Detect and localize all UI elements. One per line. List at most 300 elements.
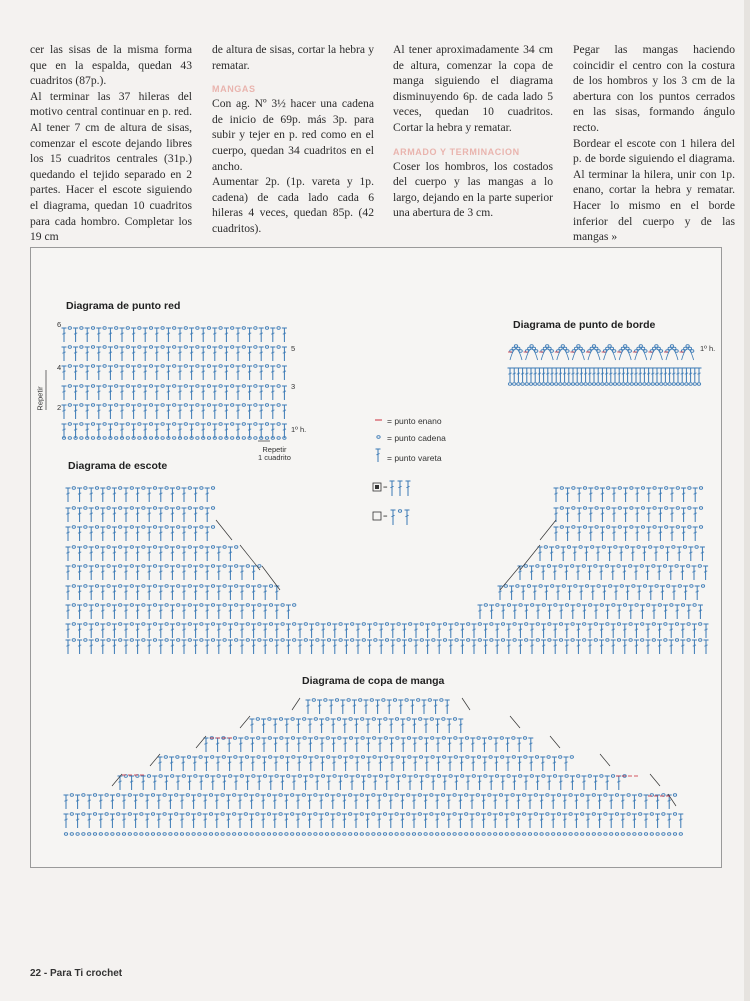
chain-stitch	[173, 365, 176, 368]
chain-stitch	[591, 546, 594, 549]
chain-stitch	[407, 813, 410, 816]
chain-stitch	[211, 639, 214, 642]
chain-stitch	[196, 423, 199, 426]
chain-stitch	[372, 718, 375, 721]
chain-stitch	[80, 404, 83, 407]
chain-stitch	[223, 565, 226, 568]
chain-stitch	[302, 794, 305, 797]
chain-stitch	[233, 794, 236, 797]
chain-stitch	[504, 585, 507, 588]
chain-stitch	[397, 639, 400, 642]
chain-stitch	[617, 639, 620, 642]
chain-stitch	[254, 346, 257, 349]
chain-stitch	[269, 756, 272, 759]
chain-stitch	[701, 585, 704, 588]
chain-stitch	[223, 546, 226, 549]
chain-stitch	[693, 604, 696, 607]
chain-stitch	[584, 383, 587, 386]
chain-stitch	[138, 385, 141, 388]
chain-stitch	[594, 639, 597, 642]
chain-stitch	[517, 347, 520, 350]
chain-stitch	[142, 526, 145, 529]
chain-stitch	[70, 833, 73, 836]
chain-stitch	[650, 813, 653, 816]
chain-stitch	[639, 813, 642, 816]
chain-stitch	[349, 718, 352, 721]
chain-stitch	[175, 833, 178, 836]
chain-stitch	[476, 794, 479, 797]
chain-stitch	[326, 737, 329, 740]
chain-stitch	[296, 833, 299, 836]
chain-stitch	[68, 437, 71, 440]
chain-stitch	[173, 327, 176, 330]
chain-stitch	[653, 487, 656, 490]
chain-stitch	[508, 383, 511, 386]
chain-stitch	[84, 623, 87, 626]
chain-stitch	[337, 833, 340, 836]
chain-stitch	[577, 345, 580, 348]
chain-stitch	[581, 833, 584, 836]
chain-stitch	[231, 437, 234, 440]
chain-stitch	[409, 623, 412, 626]
chain-stitch	[177, 604, 180, 607]
chain-stitch	[632, 585, 635, 588]
chain-stitch	[652, 639, 655, 642]
chain-stitch	[643, 383, 646, 386]
chain-stitch	[449, 775, 452, 778]
chain-stitch	[325, 813, 328, 816]
chain-stitch	[222, 756, 225, 759]
chain-stitch	[687, 639, 690, 642]
chain-stitch	[200, 639, 203, 642]
chain-stitch	[117, 833, 120, 836]
chain-stitch	[571, 623, 574, 626]
chain-stitch	[598, 833, 601, 836]
chain-stitch	[257, 756, 260, 759]
chain-stitch	[534, 794, 537, 797]
chain-stitch	[93, 794, 96, 797]
chain-stitch	[563, 833, 566, 836]
chain-stitch	[670, 345, 673, 348]
chain-stitch	[501, 756, 504, 759]
chain-stitch	[242, 346, 245, 349]
chain-stitch	[655, 345, 658, 348]
chain-stitch	[91, 404, 94, 407]
chain-stitch	[184, 423, 187, 426]
chain-stitch	[177, 526, 180, 529]
chain-stitch	[512, 737, 515, 740]
chain-stitch	[490, 623, 493, 626]
chain-stitch	[441, 833, 444, 836]
chain-stitch	[624, 345, 627, 348]
chain-stitch	[409, 639, 412, 642]
chain-stitch	[419, 718, 422, 721]
chain-stitch	[279, 833, 282, 836]
row-number: 3	[291, 382, 296, 391]
chain-stitch	[184, 385, 187, 388]
chain-stitch	[610, 833, 613, 836]
chain-stitch	[267, 794, 270, 797]
chain-stitch	[588, 383, 591, 386]
chain-stitch	[235, 585, 238, 588]
chain-stitch	[699, 639, 702, 642]
chain-stitch	[623, 604, 626, 607]
repeat-label-side: Repetir	[35, 386, 45, 411]
chain-stitch	[231, 423, 234, 426]
chain-stitch	[165, 546, 168, 549]
chain-stitch	[173, 437, 176, 440]
chain-stitch	[80, 365, 83, 368]
chain-stitch	[173, 423, 176, 426]
chain-stitch	[82, 794, 85, 797]
chain-stitch	[378, 833, 381, 836]
chain-stitch	[186, 833, 189, 836]
chain-stitch	[525, 383, 528, 386]
chain-stitch	[430, 833, 433, 836]
chain-stitch	[583, 526, 586, 529]
chain-stitch	[407, 737, 410, 740]
chain-stitch	[163, 833, 166, 836]
chain-stitch	[443, 639, 446, 642]
chain-stitch	[223, 604, 226, 607]
chain-stitch	[205, 775, 208, 778]
chain-stitch	[557, 833, 560, 836]
chain-stitch	[242, 327, 245, 330]
chain-stitch	[453, 794, 456, 797]
chain-stitch	[119, 526, 122, 529]
chain-stitch	[608, 345, 611, 348]
chain-stitch	[412, 833, 415, 836]
chain-stitch	[531, 604, 534, 607]
chain-stitch	[398, 510, 401, 513]
chain-stitch	[675, 565, 678, 568]
chain-stitch	[310, 775, 313, 778]
chain-stitch	[265, 385, 268, 388]
chain-stitch	[303, 756, 306, 759]
chain-stitch	[629, 623, 632, 626]
chain-stitch	[231, 365, 234, 368]
chain-stitch	[269, 604, 272, 607]
chain-stitch	[84, 639, 87, 642]
chain-stitch	[673, 813, 676, 816]
chain-stitch	[592, 833, 595, 836]
chain-stitch	[614, 546, 617, 549]
chain-stitch	[536, 639, 539, 642]
chain-stitch	[142, 565, 145, 568]
chain-stitch	[396, 737, 399, 740]
chain-stitch	[606, 623, 609, 626]
chain-stitch	[130, 507, 133, 510]
chain-stitch	[354, 833, 357, 836]
chain-stitch	[562, 585, 565, 588]
chain-stitch	[668, 347, 671, 350]
chain-stitch	[436, 833, 439, 836]
chain-stitch	[235, 639, 238, 642]
chain-stitch	[675, 350, 678, 353]
chain-stitch	[200, 604, 203, 607]
chain-stitch	[618, 383, 621, 386]
chain-stitch	[292, 756, 295, 759]
chain-stitch	[626, 383, 629, 386]
chain-stitch	[477, 737, 480, 740]
chain-stitch	[188, 487, 191, 490]
chain-stitch	[256, 794, 259, 797]
chain-stitch	[223, 623, 226, 626]
chain-stitch	[660, 546, 663, 549]
chain-stitch	[554, 604, 557, 607]
chain-stitch	[211, 585, 214, 588]
chain-stitch	[539, 585, 542, 588]
chain-stitch	[215, 833, 218, 836]
chain-stitch	[555, 383, 558, 386]
chain-stitch	[291, 737, 294, 740]
chain-stitch	[130, 565, 133, 568]
chain-stitch	[443, 756, 446, 759]
chain-stitch	[233, 833, 236, 836]
chain-stitch	[547, 565, 550, 568]
chain-stitch	[204, 833, 207, 836]
chain-stitch	[277, 327, 280, 330]
chain-stitch	[207, 423, 210, 426]
chain-stitch	[149, 365, 152, 368]
chain-stitch	[595, 487, 598, 490]
chain-stitch	[657, 347, 660, 350]
chain-stitch	[157, 833, 160, 836]
chain-stitch	[585, 585, 588, 588]
chain-stitch	[165, 623, 168, 626]
chain-stitch	[499, 833, 502, 836]
chain-stitch	[88, 833, 91, 836]
paragraph: Bordear el escote con 1 hilera del p. de borde siguiendo el diagrama. Al terminar la hilera, unir con 1p. enano, cortar la hebra y rematar. Hacer lo mismo en el borde inferior del cuerpo y de las mangas »	[573, 136, 735, 244]
chain-stitch	[184, 346, 187, 349]
chain-stitch	[560, 526, 563, 529]
chain-stitch	[687, 565, 690, 568]
chain-stitch	[382, 699, 385, 702]
chain-stitch	[153, 507, 156, 510]
chain-stitch	[590, 347, 593, 350]
chain-stitch	[647, 383, 650, 386]
paragraph: Aumentar 2p. (1p. vareta y 1p. cadena) de cada lado cada 6 hileras 4 veces, quedan 85p. (42 cuadritos).	[212, 175, 374, 235]
chain-stitch	[161, 437, 164, 440]
chain-stitch	[651, 383, 654, 386]
chain-stitch	[424, 833, 427, 836]
chain-stitch	[600, 775, 603, 778]
picot-stitch	[588, 349, 600, 360]
chain-stitch	[572, 526, 575, 529]
picot-stitch	[635, 349, 647, 360]
chain-stitch	[314, 813, 317, 816]
decrease-line	[150, 754, 160, 766]
picot-stitch	[604, 349, 616, 360]
chain-stitch	[244, 813, 247, 816]
chain-stitch	[581, 350, 584, 353]
chain-stitch	[176, 756, 179, 759]
chain-stitch	[501, 639, 504, 642]
chain-stitch	[641, 507, 644, 510]
chain-stitch	[618, 526, 621, 529]
chain-stitch	[628, 350, 631, 353]
chain-stitch	[597, 585, 600, 588]
chain-stitch	[91, 346, 94, 349]
chain-stitch	[698, 565, 701, 568]
chain-stitch	[267, 833, 270, 836]
paragraph: Coser los hombros, los costados del cuerpo y las mangas a lo largo, dejando en la parte superior una abertura de 3 cm.	[393, 159, 553, 220]
chain-stitch	[583, 507, 586, 510]
chain-stitch	[142, 623, 145, 626]
chain-stitch	[198, 794, 201, 797]
chain-stitch	[420, 623, 423, 626]
chain-stitch	[337, 718, 340, 721]
chain-stitch	[637, 347, 640, 350]
chain-stitch	[675, 623, 678, 626]
chain-stitch	[349, 813, 352, 816]
chain-stitch	[640, 565, 643, 568]
chain-stitch	[550, 350, 553, 353]
chain-stitch	[560, 507, 563, 510]
chain-stitch	[138, 437, 141, 440]
chain-stitch	[130, 546, 133, 549]
chain-stitch	[499, 794, 502, 797]
chain-stitch	[175, 813, 178, 816]
chain-stitch	[72, 585, 75, 588]
diagram-title-copa: Diagrama de copa de manga	[302, 675, 445, 687]
chain-stitch	[242, 437, 245, 440]
chain-stitch	[196, 327, 199, 330]
chain-stitch	[84, 526, 87, 529]
chain-stitch	[115, 346, 118, 349]
chain-stitch	[430, 718, 433, 721]
decrease-line	[216, 520, 232, 540]
chain-stitch	[384, 737, 387, 740]
chain-stitch	[130, 585, 133, 588]
chain-stitch	[95, 585, 98, 588]
chain-stitch	[268, 718, 271, 721]
chain-stitch	[153, 585, 156, 588]
chain-stitch	[559, 565, 562, 568]
chain-stitch	[361, 737, 364, 740]
chain-stitch	[676, 383, 679, 386]
chain-stitch	[265, 404, 268, 407]
chain-stitch	[653, 526, 656, 529]
chain-stitch	[314, 833, 317, 836]
chain-stitch	[324, 699, 327, 702]
chain-stitch	[263, 775, 266, 778]
chain-stitch	[667, 585, 670, 588]
chain-stitch	[547, 756, 550, 759]
chain-stitch	[403, 775, 406, 778]
chain-stitch	[688, 526, 691, 529]
chain-stitch	[600, 604, 603, 607]
chain-stitch	[606, 639, 609, 642]
chain-stitch	[407, 794, 410, 797]
chain-stitch	[572, 507, 575, 510]
paragraph: Pegar las mangas haciendo coincidir el centro con la costura de los hombros y los 3 cm de la abertura con los puntos cerrados en las sisas, formando ángulo recto.	[573, 43, 735, 134]
chain-stitch	[291, 718, 294, 721]
chain-stitch	[523, 794, 526, 797]
chain-stitch	[187, 756, 190, 759]
chain-stitch	[84, 585, 87, 588]
chain-stitch	[151, 833, 154, 836]
picot-stitch	[510, 349, 522, 360]
chain-stitch	[219, 404, 222, 407]
chain-stitch	[581, 794, 584, 797]
chain-stitch	[163, 813, 166, 816]
chain-stitch	[142, 585, 145, 588]
chain-stitch	[588, 775, 591, 778]
chain-stitch	[372, 833, 375, 836]
chain-stitch	[641, 487, 644, 490]
chain-stitch	[559, 639, 562, 642]
chain-stitch	[627, 794, 630, 797]
chain-stitch	[673, 833, 676, 836]
chain-stitch	[234, 756, 237, 759]
chain-stitch	[149, 404, 152, 407]
chain-stitch	[103, 327, 106, 330]
chain-stitch	[231, 327, 234, 330]
chain-stitch	[639, 794, 642, 797]
chain-stitch	[177, 585, 180, 588]
chain-stitch	[345, 775, 348, 778]
chain-stitch	[254, 423, 257, 426]
chain-stitch	[513, 383, 516, 386]
chain-stitch	[665, 487, 668, 490]
picot-stitch	[541, 349, 553, 360]
chain-stitch	[280, 756, 283, 759]
chain-stitch	[265, 437, 268, 440]
chain-stitch	[615, 833, 618, 836]
chain-stitch	[231, 385, 234, 388]
chain-stitch	[265, 423, 268, 426]
chain-stitch	[207, 437, 210, 440]
repeat-label-bottom: Repetir 1 cuadrito	[258, 445, 291, 462]
picot-stitch	[526, 349, 538, 360]
chain-stitch	[461, 775, 464, 778]
chain-stitch	[668, 383, 671, 386]
chain-stitch	[372, 794, 375, 797]
chain-stitch	[91, 437, 94, 440]
chain-stitch	[115, 423, 118, 426]
chain-stitch	[337, 794, 340, 797]
chain-stitch	[540, 833, 543, 836]
chain-stitch	[258, 639, 261, 642]
chain-stitch	[153, 604, 156, 607]
chain-stitch	[641, 347, 644, 350]
chain-stitch	[571, 639, 574, 642]
legend-vareta: = punto vareta	[387, 453, 442, 463]
chain-stitch	[668, 833, 671, 836]
chain-stitch	[569, 813, 572, 816]
chain-stitch	[161, 346, 164, 349]
chain-stitch	[64, 833, 67, 836]
chain-stitch	[408, 756, 411, 759]
chain-stitch	[242, 385, 245, 388]
chain-stitch	[637, 546, 640, 549]
chain-stitch	[95, 623, 98, 626]
chain-stitch	[72, 546, 75, 549]
legend-filled-square-inner	[375, 485, 379, 489]
chain-stitch	[397, 623, 400, 626]
chain-stitch	[499, 813, 502, 816]
chain-stitch	[583, 487, 586, 490]
chain-stitch	[630, 383, 633, 386]
chain-stitch	[379, 775, 382, 778]
chain-stitch	[138, 346, 141, 349]
chain-stitch	[161, 423, 164, 426]
chain-stitch	[431, 737, 434, 740]
chain-stitch	[173, 346, 176, 349]
chain-stitch	[246, 623, 249, 626]
chain-stitch	[291, 833, 294, 836]
